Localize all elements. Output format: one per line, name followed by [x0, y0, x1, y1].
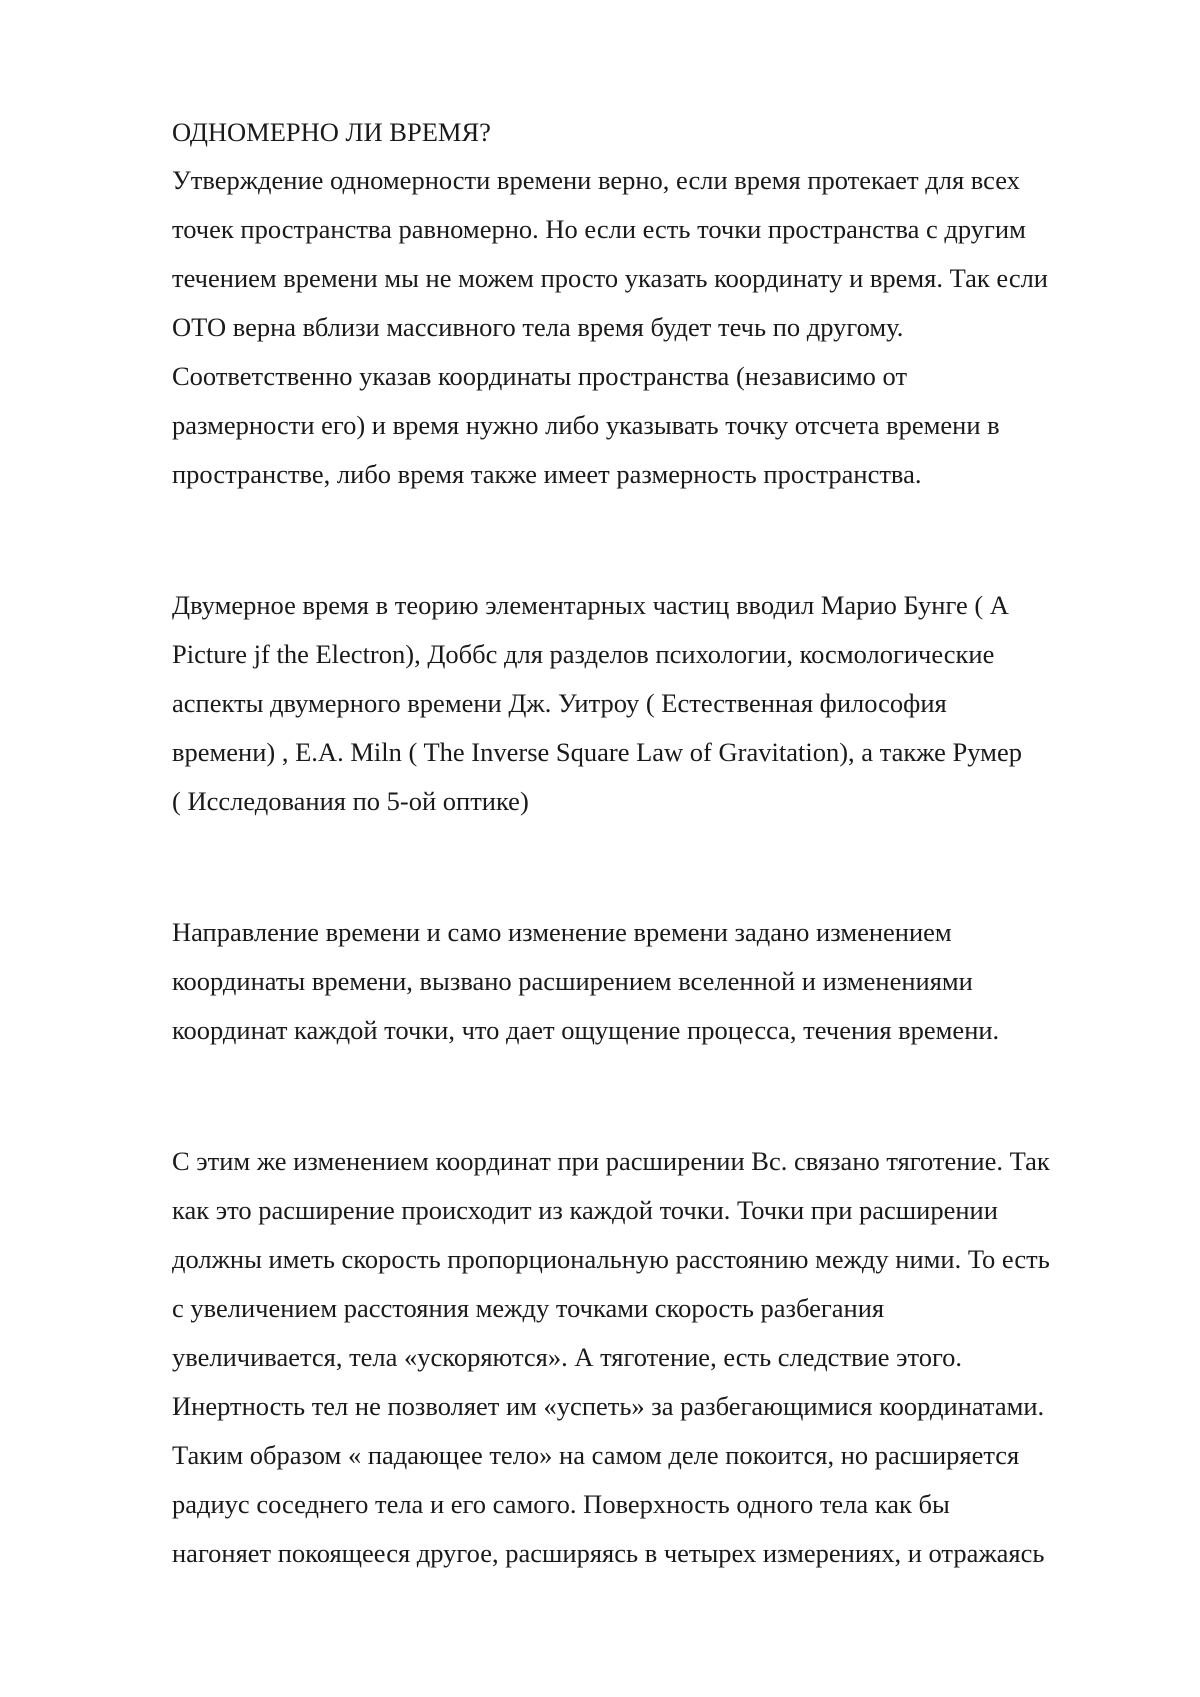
text-line: Направление времени и само изменение времени задано изменением [172, 917, 952, 947]
text-line: Таким образом « падающее тело» на самом деле покоится, но расширяется [172, 1440, 1020, 1470]
document-title: ОДНОМЕРНО ЛИ ВРЕМЯ? [172, 117, 491, 147]
text-line: времени) , E.A. Miln ( The Inverse Square Law of Gravitation), а также Румер [172, 737, 1022, 767]
text-line: радиус соседнего тела и его самого. Поверхность одного тела как бы [172, 1489, 950, 1519]
text-line: ОТО верна вблизи массивного тела время будет течь по другому. [172, 312, 904, 342]
paragraph-gravitation [172, 1137, 1132, 1578]
text-line: аспекты двумерного времени Дж. Уитроу ( Естественная философия [172, 688, 947, 718]
paragraph-one-dimensional-time [172, 156, 1132, 499]
text-line: Двумерное время в теорию элементарных частиц вводил Марио Бунге ( A [172, 590, 1009, 620]
document-body [172, 112, 1132, 1578]
text-line: ( Исследования по 5-ой оптике) [172, 786, 529, 816]
paragraph-spacer [172, 499, 1132, 581]
paragraph-spacer [172, 1055, 1132, 1137]
text-line: точек пространства равномерно. Но если есть точки пространства с другим [172, 214, 1026, 244]
text-line: как это расширение происходит из каждой точки. Точки при расширении [172, 1195, 998, 1225]
text-line: размерности его) и время нужно либо указывать точку отсчета времени в [172, 410, 1000, 440]
text-line: пространстве, либо время также имеет размерность пространства. [172, 459, 922, 489]
text-line: с увеличением расстояния между точками скорость разбегания [172, 1293, 885, 1323]
text-line: Соответственно указав координаты пространства (независимо от [172, 361, 908, 391]
text-line: нагоняет покоящееся другое, расширяясь в четырех измерениях, и отражаясь [172, 1538, 1045, 1568]
text-line: Picture jf the Electron), Доббс для разделов психологии, космологические [172, 639, 995, 669]
text-line: должны иметь скорость пропорциональную расстоянию между ними. То есть [172, 1244, 1050, 1274]
paragraph-two-dimensional-time [172, 581, 1132, 826]
text-line: течением времени мы не можем просто указать координату и время. Так если [172, 263, 1048, 293]
text-line: координаты времени, вызвано расширением вселенной и изменениями [172, 966, 973, 996]
paragraph-spacer [172, 826, 1132, 908]
paragraph-time-direction [172, 908, 1132, 1055]
text-line: координат каждой точки, что дает ощущение процесса, течения времени. [172, 1015, 1000, 1045]
text-line: Утверждение одномерности времени верно, если время протекает для всех [172, 165, 1020, 195]
text-line: Инертность тел не позволяет им «успеть» за разбегающимися координатами. [172, 1391, 1045, 1421]
text-line: увеличивается, тела «ускоряются». А тяготение, есть следствие этого. [172, 1342, 963, 1372]
text-line: С этим же изменением координат при расширении Вс. связано тяготение. Так [172, 1146, 1050, 1176]
